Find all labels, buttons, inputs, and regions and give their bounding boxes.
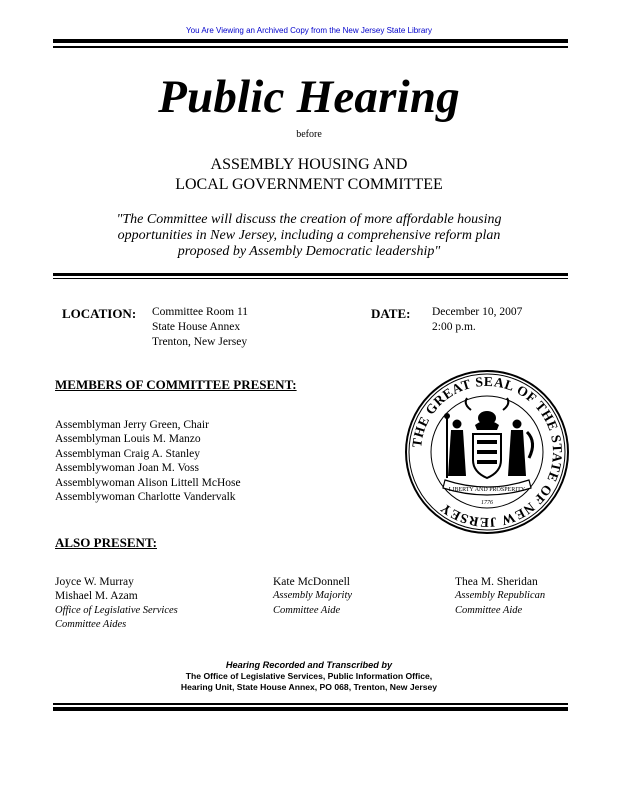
footer-line-2: The Office of Legislative Services, Public Information Office, xyxy=(185,671,433,681)
top-rule-thick xyxy=(53,39,568,43)
state-seal-icon xyxy=(403,368,571,536)
seal-ring-text: THE GREAT SEAL OF THE STATE OF NEW JERSEY xyxy=(409,373,566,531)
also-present-role: Committee Aide xyxy=(455,604,523,616)
location-line-1: Committee Room 11 xyxy=(152,306,249,318)
also-present-role: Committee Aides xyxy=(55,619,127,631)
also-present-role: Committee Aide xyxy=(273,604,341,616)
member-item: Assemblyman Jerry Green, Chair xyxy=(55,419,209,431)
middle-rule-thick xyxy=(53,273,568,276)
also-present-name: Mishael M. Azam xyxy=(55,590,138,603)
footer-line-3: Hearing Unit, State House Annex, PO 068, Trenton, New Jersey xyxy=(180,682,438,692)
seal-year: 1776 xyxy=(481,500,493,506)
date-line-2: 2:00 p.m. xyxy=(432,321,476,333)
seal-ribbon-text: LIBERTY AND PROSPERITY xyxy=(448,487,526,493)
also-present-name: Kate McDonnell xyxy=(273,576,350,588)
also-present-role: Assembly Majority xyxy=(273,590,353,602)
also-present-role: Assembly Republican xyxy=(455,590,546,602)
bottom-rule-thin xyxy=(53,703,568,705)
date-label: DATE: xyxy=(371,306,411,321)
middle-rule-thin xyxy=(53,278,568,279)
member-item: Assemblywoman Charlotte Vandervalk xyxy=(55,491,236,504)
document-title: Public Hearing xyxy=(158,71,460,123)
location-line-2: State House Annex xyxy=(152,321,241,333)
also-present-role: Office of Legislative Services xyxy=(55,604,178,616)
members-list xyxy=(55,418,241,504)
members-heading: MEMBERS OF COMMITTEE PRESENT: xyxy=(55,377,297,392)
member-item: Assemblywoman Joan M. Voss xyxy=(55,462,199,475)
also-present-name: Thea M. Sheridan xyxy=(455,576,538,588)
committee-name xyxy=(0,155,618,195)
also-present-heading: ALSO PRESENT: xyxy=(55,535,157,550)
location-label: LOCATION: xyxy=(62,306,137,321)
member-item: Assemblyman Louis M. Manzo xyxy=(55,433,201,446)
subject-line-3: proposed by Assembly Democratic leadership" xyxy=(177,244,441,259)
also-present-column-1 xyxy=(55,575,178,633)
also-present-column-3 xyxy=(455,575,545,618)
member-item: Assemblywoman Alison Littell McHose xyxy=(55,476,241,489)
hearing-subject xyxy=(0,212,618,260)
also-present-name: Joyce W. Murray xyxy=(55,576,134,588)
committee-line-1: ASSEMBLY HOUSING AND xyxy=(210,156,408,173)
subject-line-2: opportunities in New Jersey, including a comprehensive reform plan xyxy=(117,228,501,243)
location-details xyxy=(152,305,248,350)
footer-line-1: Hearing Recorded and Transcribed by xyxy=(225,660,393,670)
committee-line-2: LOCAL GOVERNMENT COMMITTEE xyxy=(175,176,443,193)
subject-line-1: "The Committee will discuss the creation of more affordable housing xyxy=(116,212,502,227)
before-text: before xyxy=(296,129,322,140)
transcription-credit xyxy=(0,660,618,693)
top-rule-thin xyxy=(53,46,568,48)
bottom-rule-thick xyxy=(53,707,568,711)
date-details xyxy=(432,305,522,335)
location-line-3: Trenton, New Jersey xyxy=(152,336,248,348)
date-line-1: December 10, 2007 xyxy=(432,306,523,318)
also-present-column-2 xyxy=(273,575,352,618)
member-item: Assemblyman Craig A. Stanley xyxy=(55,447,201,460)
archive-banner: You Are Viewing an Archived Copy from the New Jersey State Library xyxy=(186,26,432,35)
